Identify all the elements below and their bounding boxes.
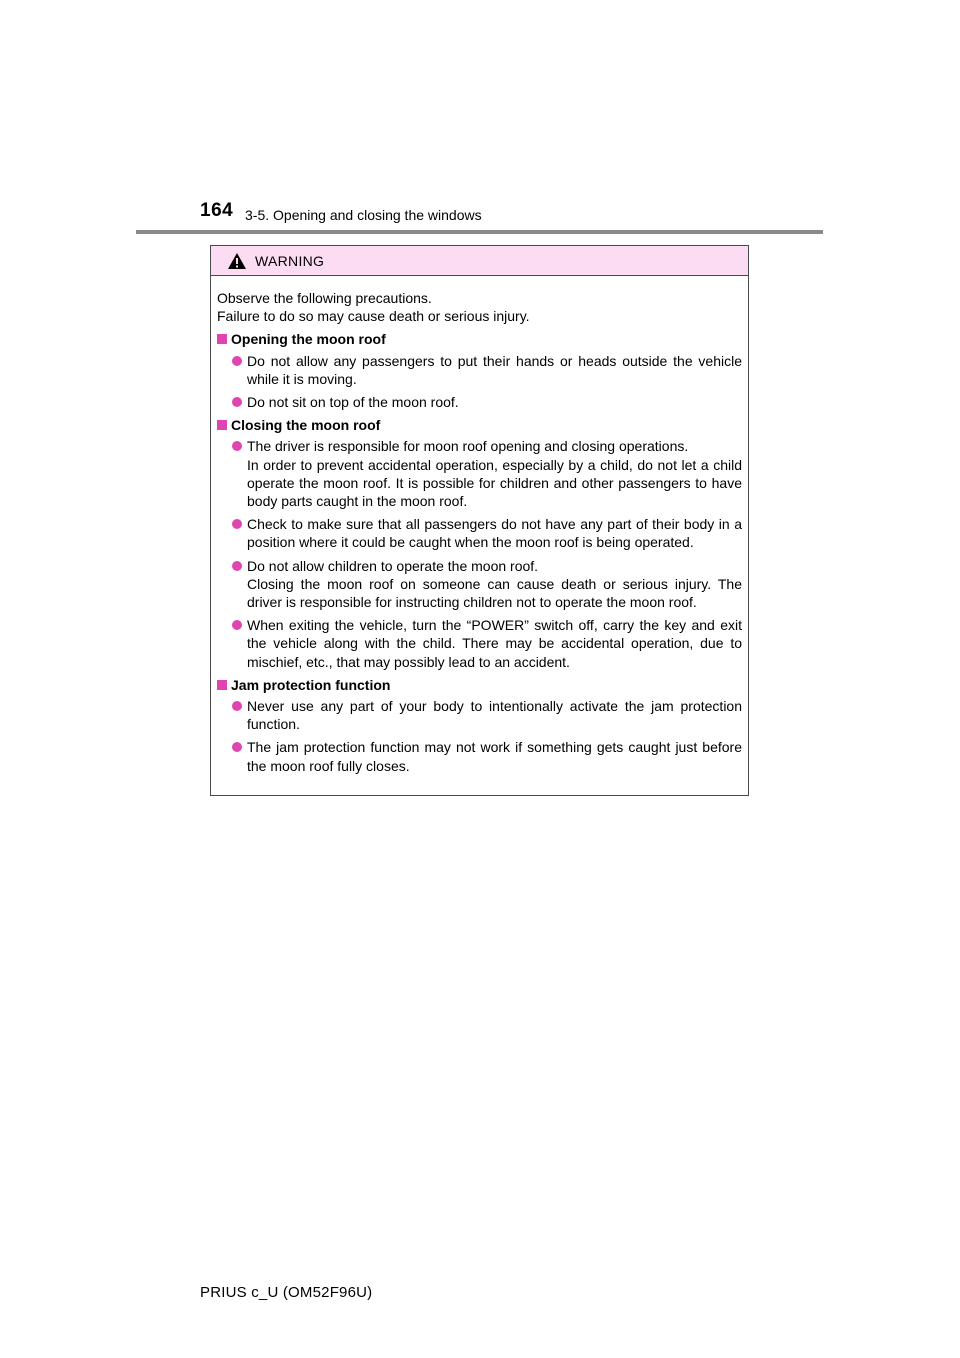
- circle-bullet-icon: [232, 561, 242, 571]
- intro-line: Observe the following precautions.: [217, 290, 432, 306]
- square-bullet-icon: [217, 420, 227, 430]
- circle-bullet-icon: [232, 701, 242, 711]
- warning-box: [210, 245, 749, 796]
- section-heading: [217, 330, 742, 348]
- item-text: Do not allow any passengers to put their hands or heads outside the vehicle while it is moving.: [247, 352, 742, 387]
- circle-bullet-icon: [232, 519, 242, 529]
- warning-triangle-icon: [227, 252, 247, 270]
- page-header: [0, 0, 960, 236]
- item-text: Check to make sure that all passengers do not have any part of their body in a position where it could be caught when the moon roof is being operated.: [247, 516, 742, 551]
- list-item: [217, 437, 742, 510]
- section-jam-protection: [217, 676, 742, 775]
- section-heading-text: Opening the moon roof: [231, 331, 386, 348]
- warning-label: WARNING: [255, 253, 325, 269]
- section-heading-text: Closing the moon roof: [231, 417, 381, 434]
- square-bullet-icon: [217, 334, 227, 344]
- section-opening-moon-roof: [217, 330, 742, 411]
- section-heading-text: Jam protection function: [231, 676, 391, 693]
- item-text: When exiting the vehicle, turn the “POWER” switch off, carry the key and exit the vehicle along with the child. There may be accidental operation, due to mischief, etc., that may possibly lead to an accident.: [247, 617, 742, 670]
- warning-body: [211, 276, 748, 775]
- list-item: [217, 616, 742, 671]
- item-text: Do not allow children to operate the moon roof.: [247, 557, 539, 574]
- list-item: [217, 352, 742, 388]
- circle-bullet-icon: [232, 620, 242, 630]
- item-text: The jam protection function may not work if something gets caught just before the moon roof fully closes.: [247, 739, 742, 774]
- list-item: [217, 515, 742, 551]
- list-item: [217, 557, 742, 612]
- footer-model-code: PRIUS c_U (OM52F96U): [200, 1284, 373, 1301]
- circle-bullet-icon: [232, 742, 242, 752]
- circle-bullet-icon: [232, 356, 242, 366]
- item-text: Closing the moon roof on someone can cause death or serious injury. The driver is responsible for instructing children not to operate the moon roof.: [247, 575, 742, 611]
- item-text: Do not sit on top of the moon roof.: [247, 394, 459, 411]
- circle-bullet-icon: [232, 441, 242, 451]
- section-closing-moon-roof: [217, 416, 742, 671]
- warning-header: [211, 246, 748, 276]
- section-title: 3-5. Opening and closing the windows: [245, 207, 482, 223]
- item-text: Never use any part of your body to intentionally activate the jam protection function.: [247, 698, 742, 733]
- intro-line: Failure to do so may cause death or serious injury.: [217, 308, 530, 325]
- item-text: The driver is responsible for moon roof opening and closing operations.: [247, 438, 689, 455]
- list-item: [217, 697, 742, 733]
- header-rule: [136, 230, 823, 234]
- section-heading: [217, 676, 742, 694]
- warning-intro: [217, 289, 742, 325]
- list-item: [217, 738, 742, 774]
- item-text: In order to prevent accidental operation, especially by a child, do not let a child operate the moon roof. It is possible for children and other passengers to have body parts caught in the moon roof.: [247, 456, 742, 510]
- page-number: 164: [200, 200, 234, 221]
- square-bullet-icon: [217, 680, 227, 690]
- list-item: [217, 393, 742, 411]
- section-heading: [217, 416, 742, 434]
- circle-bullet-icon: [232, 397, 242, 407]
